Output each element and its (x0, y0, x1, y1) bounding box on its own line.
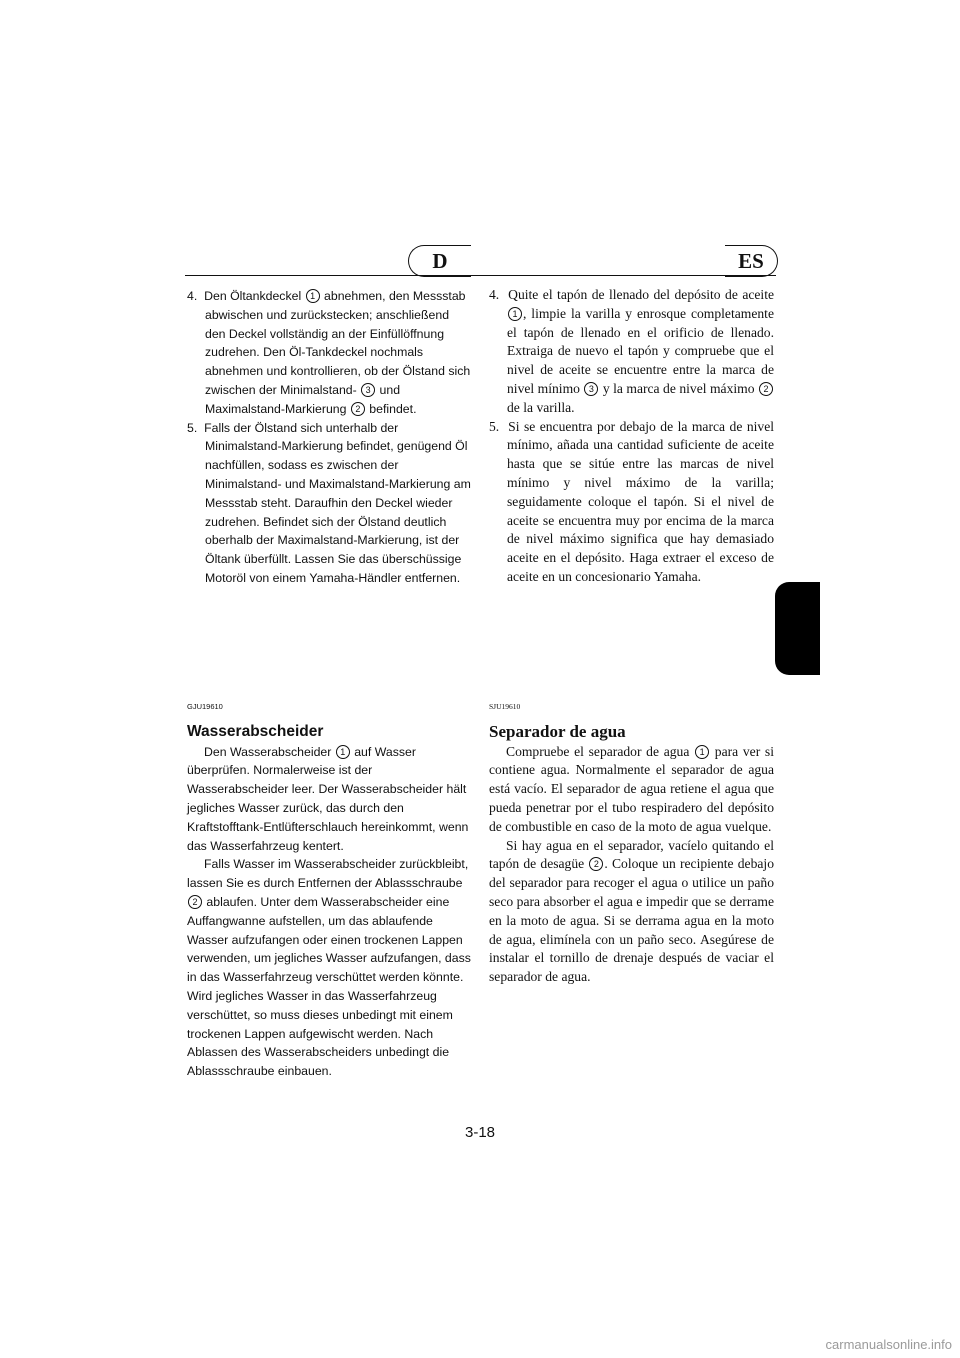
section-title: Separador de agua (489, 721, 626, 741)
language-tab-de: D (408, 245, 471, 277)
callout-1: 1 (695, 745, 709, 759)
de-step-5: 5. Falls der Ölstand sich unterhalb der Minimalstand-Markierung befindet, genügend Öl nachfüllen, sodass es zwischen der Minimalstand- und Maximalstand-Markierung am Messstab steht. Daraufhin den Deckel wieder zudrehen. Befindet sich der Ölstand deutlich oberhalb der Maximalstand-Markierung, ist der Öltank überfüllt. Lassen Sie das überschüssige Motoröl von einem Yamaha-Händler entfernen. (187, 420, 471, 585)
callout-1: 1 (336, 745, 350, 759)
watermark: carmanualsonline.info (825, 1337, 952, 1352)
callout-1: 1 (508, 307, 522, 321)
section-title: Wasserabscheider (187, 722, 324, 740)
es-steps (489, 286, 774, 587)
header-rule (185, 275, 470, 276)
callout-1: 1 (306, 289, 320, 303)
section-code: SJU19610 (489, 702, 521, 711)
callout-2: 2 (351, 402, 365, 416)
paragraph: Si hay agua en el separador, vacíelo quitando el tapón de desagüe 2 . Coloque un recipiente debajo del separador para recoger el agua o utilice un paño seco para absorber el agua e impedir que se derrame en la moto de agua. Si se derrama agua en la moto de agua, elimínela con un paño seco. Asegúrese de instalar el tornillo de drenaje después de vaciar el separador de agua. (489, 837, 774, 985)
de-steps (187, 287, 472, 588)
paragraph: Den Wasserabscheider 1 auf Wasser überprüfen. Normalerweise ist der Wasserabscheider leer. Der Wasserabscheider hält jegliches Wasser zurück, das durch den Kraftstofftank-Entlüfterschlauch hereinkommt, wenn das Wasserfahrzeug kentert. (187, 744, 469, 853)
section-code: GJU19610 (187, 702, 223, 711)
language-tab-es: ES (725, 245, 778, 277)
chapter-tab-marker (775, 582, 820, 675)
es-section (489, 698, 774, 987)
de-section (187, 698, 472, 1081)
callout-3: 3 (584, 382, 598, 396)
callout-2: 2 (759, 382, 773, 396)
callout-2: 2 (589, 857, 603, 871)
page-number: 3-18 (464, 1124, 496, 1141)
de-step-4: 4. Den Öltankdeckel 1 abnehmen, den Messstab abwischen und zurückstecken; anschließend den Deckel vollständig an der Einfüllöffnung zudrehen. Den Öl-Tankdeckel nochmals abnehmen und kontrollieren, ob der Ölstand sich zwischen der Minimalstand- 3 und Maximalstand-Markierung 2 befindet. (187, 289, 471, 416)
callout-2: 2 (188, 895, 202, 909)
paragraph: Compruebe el separador de agua 1 para ver si contiene agua. Normalmente el separador de agua está vacío. El separador de agua retiene el agua que pueda penetrar por el tubo respiradero del depósito de combustible en caso de la moto de agua vuelque. (489, 743, 774, 834)
es-step-5: 5. Si se encuentra por debajo de la marca de nivel mínimo, añada una cantidad suficiente de aceite hasta que se sitúe entre las marcas de nivel mínimo y nivel máximo de la varilla; seguidamente coloque el tapón. Si el nivel de aceite se encuentra muy por encima de la marca de nivel máximo significa que hay demasiado aceite en el depósito. Haga extraer el exceso de aceite en un concesionario Yamaha. (489, 418, 774, 584)
paragraph: Falls Wasser im Wasserabscheider zurückbleibt, lassen Sie es durch Entfernen der Ablassschraube 2 ablaufen. Unter dem Wasserabscheider eine Auffangwanne aufstellen, um das ablaufende Wasser aufzufangen oder einen trockenen Lappen verwenden, um jegliches Wasser aufzufangen, dass in das Wasserfahrzeug verschüttet werden könnte. Wird jegliches Wasser in das Wasserfahrzeug verschüttet, so muss dieses unbedingt mit einem trockenen Lappen aufgewischt werden. Nach Ablassen des Wasserabscheiders unbedingt die Ablassschraube einbauen. (187, 857, 471, 1079)
callout-3: 3 (361, 383, 375, 397)
es-step-4: 4. Quite el tapón de llenado del depósito de aceite 1 , limpie la varilla y enrosque completamente el tapón de llenado en el orificio de llenado. Extraiga de nuevo el tapón y compruebe que el nivel de aceite se encuentre entre la marca de nivel mínimo 3 y la marca de nivel máximo 2 de la varilla. (489, 287, 775, 415)
